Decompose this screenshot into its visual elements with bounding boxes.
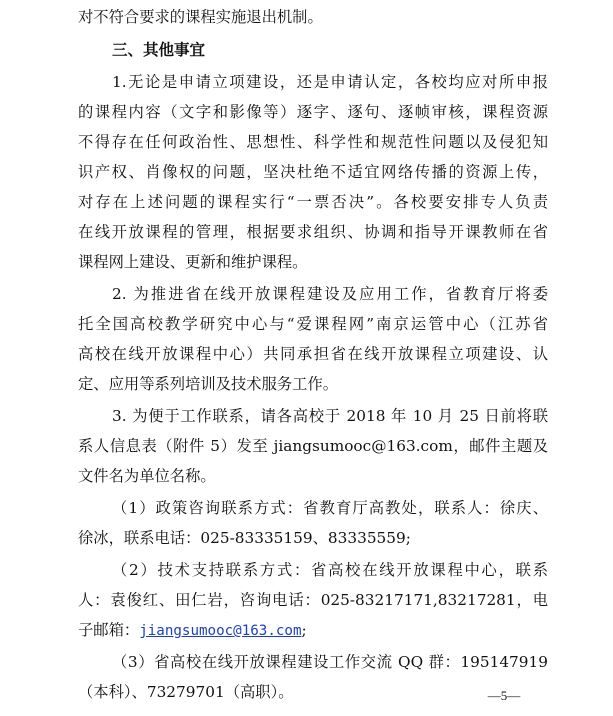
- text-line: 识产权、肖像权的问题，坚决杜绝不适宜网络传播的资源上传，: [78, 163, 548, 181]
- text-line: 的课程内容（文字和影像等）逐字、逐句、逐帧审核，课程资源: [78, 103, 548, 121]
- text-line: 对存在上述问题的课程实行“一票否决”。各校要安排专人负责: [78, 193, 548, 211]
- email-line-prefix: 子邮箱：: [78, 621, 140, 639]
- text-line: 不得存在任何政治性、思想性、科学性和规范性问题以及侵犯知: [78, 133, 548, 151]
- section-heading: 三、其他事宜: [112, 41, 206, 59]
- text-line: 对不符合要求的课程实施退出机制。: [78, 8, 323, 26]
- text-line: （2）技术支持联系方式：省高校在线开放课程中心，联系: [112, 561, 548, 579]
- email-line: [78, 615, 548, 645]
- text-line: 徐冰，联系电话：025-83335159、83335559;: [78, 529, 411, 547]
- text-line: 文件名为单位名称。: [78, 467, 216, 485]
- text-line: 定、应用等系列培训及技术服务工作。: [78, 375, 339, 393]
- text-line: （本科）、73279701（高职）。: [78, 683, 294, 701]
- text-line: 2. 为推进省在线开放课程建设及应用工作，省教育厅将委: [112, 285, 548, 303]
- page-number: —5—: [487, 688, 521, 703]
- text-line: 系人信息表（附件 5）发至 jiangsumooc@163.com，邮件主题及: [78, 437, 548, 455]
- text-line: 3. 为便于工作联系，请各高校于 2018 年 10 月 25 日前将联: [112, 407, 548, 425]
- text-line: 1.无论是申请立项建设，还是申请认定，各校均应对所申报: [112, 73, 548, 91]
- email-link[interactable]: jiangsumooc@163.com: [139, 623, 302, 639]
- text-line: （1）政策咨询联系方式：省教育厅高教处，联系人：徐庆、: [112, 499, 548, 517]
- text-line: 托全国高校教学研究中心与“爱课程网”南京运管中心（江苏省: [78, 315, 548, 333]
- email-line-suffix: ;: [301, 621, 307, 639]
- text-line: （3）省高校在线开放课程建设工作交流 QQ 群：195147919: [112, 653, 548, 671]
- text-line: 课程网上建设、更新和维护课程。: [78, 253, 308, 271]
- text-line: 人：袁俊红、田仁岩，咨询电话：025-83217171,83217281，电: [78, 591, 548, 609]
- text-line: 高校在线开放课程中心）共同承担省在线开放课程立项建设、认: [78, 345, 548, 363]
- text-line: 在线开放课程的管理，根据要求组织、协调和指导开课教师在省: [78, 223, 548, 241]
